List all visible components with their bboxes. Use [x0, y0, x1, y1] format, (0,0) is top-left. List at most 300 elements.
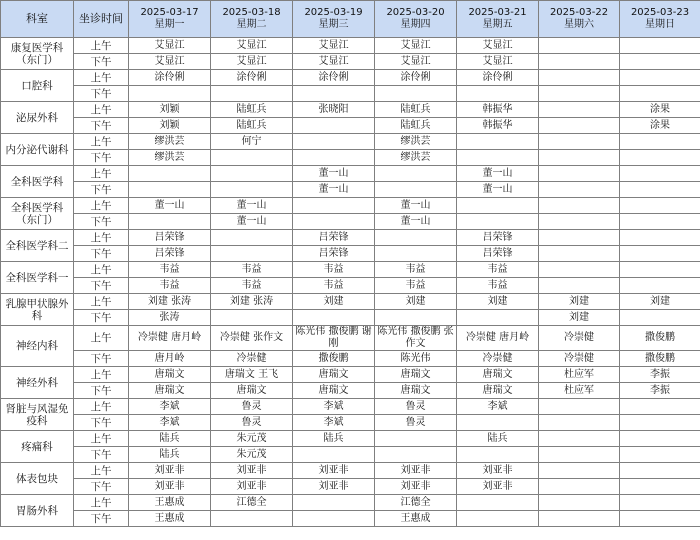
doctor-cell [211, 230, 293, 246]
doctor-cell: 唐瑞文 [375, 383, 457, 399]
doctor-cell [293, 134, 375, 150]
table-row [1, 479, 700, 495]
doctor-cell: 韦益 [293, 262, 375, 278]
doctor-cell [211, 246, 293, 262]
table-row [1, 102, 700, 118]
doctor-cell: 撒俊鹏 [620, 326, 700, 351]
doctor-cell: 刘建 张涛 [129, 294, 211, 310]
doctor-cell: 刘颖 [129, 118, 211, 134]
session-label: 下午 [74, 415, 129, 431]
doctor-cell: 吕荣锋 [457, 230, 539, 246]
session-label: 上午 [74, 134, 129, 150]
table-row [1, 399, 700, 415]
session-label: 下午 [74, 182, 129, 198]
doctor-cell: 刘建 [293, 294, 375, 310]
session-label: 上午 [74, 495, 129, 511]
doctor-cell: 唐月岭 [129, 351, 211, 367]
day-header [129, 1, 211, 38]
session-label: 下午 [74, 383, 129, 399]
doctor-cell [375, 166, 457, 182]
doctor-cell [539, 278, 620, 294]
doctor-cell: 艾显江 [293, 54, 375, 70]
header-row [1, 1, 700, 38]
table-row [1, 182, 700, 198]
session-label: 下午 [74, 479, 129, 495]
table-row [1, 166, 700, 182]
doctor-cell [293, 447, 375, 463]
doctor-cell [620, 150, 700, 166]
day-weekday: 星期二 [236, 19, 267, 30]
table-row [1, 463, 700, 479]
doctor-cell: 刘建 [375, 294, 457, 310]
doctor-cell [620, 246, 700, 262]
doctor-cell: 韩振华 [457, 102, 539, 118]
doctor-cell [539, 102, 620, 118]
doctor-cell: 韦益 [457, 262, 539, 278]
doctor-cell [539, 182, 620, 198]
doctor-cell: 唐瑞文 [457, 383, 539, 399]
doctor-cell: 刘颖 [129, 102, 211, 118]
doctor-cell [457, 86, 539, 102]
doctor-cell: 张晓阳 [293, 102, 375, 118]
doctor-cell: 董一山 [457, 166, 539, 182]
doctor-cell: 刘亚非 [375, 479, 457, 495]
doctor-cell: 唐瑞文 [293, 367, 375, 383]
table-row [1, 86, 700, 102]
table-row [1, 415, 700, 431]
doctor-cell: 冷崇健 [211, 351, 293, 367]
doctor-cell [620, 166, 700, 182]
doctor-cell: 刘建 张涛 [211, 294, 293, 310]
doctor-cell: 涂伶俐 [129, 70, 211, 86]
table-row [1, 70, 700, 86]
doctor-cell: 李振 [620, 383, 700, 399]
doctor-cell: 陈光伟 撒俊鹏 谢刚 [293, 326, 375, 351]
doctor-cell: 韦益 [457, 278, 539, 294]
doctor-cell [539, 134, 620, 150]
doctor-cell: 艾显江 [129, 54, 211, 70]
doctor-cell: 冷崇健 [539, 351, 620, 367]
doctor-cell [457, 134, 539, 150]
doctor-cell: 艾显江 [129, 38, 211, 54]
session-label: 上午 [74, 230, 129, 246]
doctor-cell [539, 463, 620, 479]
doctor-cell [457, 150, 539, 166]
doctor-cell [457, 447, 539, 463]
doctor-cell: 陆兵 [293, 431, 375, 447]
day-date: 2025-03-18 [222, 7, 281, 18]
doctor-cell: 撒俊鹏 [293, 351, 375, 367]
doctor-cell: 鲁灵 [211, 399, 293, 415]
doctor-cell: 董一山 [375, 214, 457, 230]
day-header [457, 1, 539, 38]
doctor-cell [539, 70, 620, 86]
session-label: 上午 [74, 294, 129, 310]
doctor-cell: 陈光伟 撒俊鹏 张作文 [375, 326, 457, 351]
doctor-cell: 吕荣锋 [293, 230, 375, 246]
doctor-cell: 朱元茂 [211, 447, 293, 463]
table-row [1, 54, 700, 70]
doctor-cell: 唐瑞文 王飞 [211, 367, 293, 383]
doctor-cell [457, 214, 539, 230]
doctor-cell [620, 495, 700, 511]
doctor-cell [129, 214, 211, 230]
doctor-cell [539, 246, 620, 262]
doctor-cell: 唐瑞文 [375, 367, 457, 383]
doctor-cell [375, 230, 457, 246]
doctor-cell: 董一山 [293, 182, 375, 198]
table-row [1, 383, 700, 399]
doctor-cell: 李斌 [129, 415, 211, 431]
doctor-cell: 涂果 [620, 118, 700, 134]
doctor-cell: 江德全 [375, 495, 457, 511]
doctor-cell [293, 511, 375, 527]
doctor-cell [457, 415, 539, 431]
department-name: 胃肠外科 [1, 495, 74, 527]
doctor-cell [539, 415, 620, 431]
doctor-cell: 艾显江 [293, 38, 375, 54]
doctor-cell: 刘亚非 [211, 479, 293, 495]
doctor-cell: 李斌 [293, 415, 375, 431]
doctor-cell [293, 214, 375, 230]
department-name: 全科医学科 [1, 166, 74, 198]
doctor-cell [539, 479, 620, 495]
doctor-cell: 李斌 [129, 399, 211, 415]
doctor-cell [620, 38, 700, 54]
schedule-body [1, 38, 700, 527]
session-label: 上午 [74, 463, 129, 479]
time-column-header: 坐诊时间 [74, 1, 129, 38]
doctor-cell [620, 134, 700, 150]
table-row [1, 262, 700, 278]
table-row [1, 198, 700, 214]
doctor-cell [539, 431, 620, 447]
doctor-cell: 唐瑞文 [293, 383, 375, 399]
doctor-cell: 涂伶俐 [375, 70, 457, 86]
day-date: 2025-03-21 [468, 7, 527, 18]
day-header [293, 1, 375, 38]
doctor-cell: 艾显江 [375, 54, 457, 70]
doctor-cell [539, 166, 620, 182]
table-row [1, 367, 700, 383]
doctor-cell: 刘建 [539, 310, 620, 326]
table-row [1, 495, 700, 511]
day-header [375, 1, 457, 38]
doctor-cell [620, 70, 700, 86]
session-label: 上午 [74, 262, 129, 278]
doctor-cell [375, 431, 457, 447]
doctor-cell: 唐瑞文 [457, 367, 539, 383]
table-row [1, 511, 700, 527]
table-row [1, 326, 700, 351]
doctor-cell: 韦益 [211, 262, 293, 278]
doctor-cell: 缪洪芸 [129, 150, 211, 166]
doctor-cell [293, 150, 375, 166]
doctor-cell: 陆虹兵 [211, 102, 293, 118]
doctor-cell: 韦益 [129, 278, 211, 294]
doctor-cell: 刘亚非 [457, 463, 539, 479]
doctor-cell [375, 310, 457, 326]
doctor-cell [620, 511, 700, 527]
table-row [1, 294, 700, 310]
doctor-cell: 唐瑞文 [129, 383, 211, 399]
doctor-cell: 缪洪芸 [129, 134, 211, 150]
doctor-cell [211, 150, 293, 166]
department-name: 体表包块 [1, 463, 74, 495]
doctor-cell: 董一山 [293, 166, 375, 182]
table-row [1, 431, 700, 447]
doctor-cell: 韦益 [375, 278, 457, 294]
day-weekday: 星期六 [564, 19, 594, 30]
doctor-cell [620, 278, 700, 294]
doctor-cell: 冷崇健 唐月岭 [457, 326, 539, 351]
doctor-cell: 鲁灵 [211, 415, 293, 431]
doctor-cell [375, 447, 457, 463]
doctor-cell: 董一山 [211, 214, 293, 230]
session-label: 下午 [74, 214, 129, 230]
doctor-cell: 冷崇健 唐月岭 [129, 326, 211, 351]
doctor-cell: 刘亚非 [457, 479, 539, 495]
doctor-cell [539, 118, 620, 134]
doctor-cell [620, 447, 700, 463]
doctor-cell: 涂伶俐 [457, 70, 539, 86]
session-label: 上午 [74, 166, 129, 182]
department-name: 神经内科 [1, 326, 74, 367]
doctor-cell: 王惠成 [129, 495, 211, 511]
doctor-cell [293, 310, 375, 326]
department-name: 疼痛科 [1, 431, 74, 463]
table-row [1, 150, 700, 166]
doctor-cell: 撒俊鹏 [620, 351, 700, 367]
table-row [1, 118, 700, 134]
doctor-cell: 董一山 [457, 182, 539, 198]
doctor-cell: 陆兵 [457, 431, 539, 447]
session-label: 下午 [74, 86, 129, 102]
day-weekday: 星期五 [482, 19, 513, 30]
session-label: 上午 [74, 102, 129, 118]
doctor-cell: 刘亚非 [375, 463, 457, 479]
department-name: 康复医学科（东门） [1, 38, 74, 70]
doctor-cell [539, 198, 620, 214]
day-date: 2025-03-17 [140, 7, 199, 18]
session-label: 上午 [74, 70, 129, 86]
doctor-cell: 韦益 [293, 278, 375, 294]
doctor-cell: 陆兵 [129, 431, 211, 447]
doctor-cell: 杜应军 [539, 383, 620, 399]
doctor-cell [457, 310, 539, 326]
doctor-cell [620, 86, 700, 102]
doctor-cell: 唐瑞文 [129, 367, 211, 383]
doctor-cell [620, 54, 700, 70]
doctor-cell [620, 230, 700, 246]
session-label: 下午 [74, 310, 129, 326]
doctor-cell: 艾显江 [211, 38, 293, 54]
doctor-cell [620, 399, 700, 415]
doctor-cell [375, 182, 457, 198]
doctor-cell: 韩振华 [457, 118, 539, 134]
doctor-cell: 江德全 [211, 495, 293, 511]
department-name: 肾脏与风湿免疫科 [1, 399, 74, 431]
doctor-cell: 王惠成 [375, 511, 457, 527]
doctor-cell: 刘建 [620, 294, 700, 310]
doctor-cell [211, 86, 293, 102]
doctor-cell [539, 495, 620, 511]
doctor-cell [620, 431, 700, 447]
doctor-cell [539, 399, 620, 415]
day-header [620, 1, 700, 38]
session-label: 下午 [74, 511, 129, 527]
doctor-cell [129, 182, 211, 198]
doctor-cell [129, 86, 211, 102]
doctor-cell [539, 54, 620, 70]
doctor-cell: 缪洪芸 [375, 150, 457, 166]
doctor-cell: 吕荣锋 [129, 230, 211, 246]
day-header [211, 1, 293, 38]
day-weekday: 星期一 [154, 19, 185, 30]
doctor-cell [620, 214, 700, 230]
table-row [1, 310, 700, 326]
table-row [1, 278, 700, 294]
department-name: 全科医学科（东门） [1, 198, 74, 230]
day-header [539, 1, 620, 38]
session-label: 下午 [74, 278, 129, 294]
dept-column-header: 科室 [1, 1, 74, 38]
session-label: 下午 [74, 246, 129, 262]
doctor-cell: 何宁 [211, 134, 293, 150]
day-weekday: 星期四 [400, 19, 431, 30]
doctor-cell: 艾显江 [457, 54, 539, 70]
doctor-cell [620, 415, 700, 431]
doctor-cell: 董一山 [375, 198, 457, 214]
doctor-cell: 艾显江 [211, 54, 293, 70]
doctor-cell [211, 511, 293, 527]
doctor-cell: 韦益 [211, 278, 293, 294]
doctor-cell: 刘亚非 [293, 479, 375, 495]
doctor-cell: 陆虹兵 [375, 118, 457, 134]
day-date: 2025-03-19 [304, 7, 363, 18]
table-row [1, 230, 700, 246]
department-name: 全科医学科一 [1, 262, 74, 294]
doctor-cell: 陈光伟 [375, 351, 457, 367]
table-row [1, 351, 700, 367]
doctor-cell [539, 214, 620, 230]
session-label: 下午 [74, 150, 129, 166]
doctor-cell [375, 86, 457, 102]
doctor-cell: 李斌 [457, 399, 539, 415]
doctor-cell: 李振 [620, 367, 700, 383]
doctor-cell: 冷崇健 [457, 351, 539, 367]
table-row [1, 134, 700, 150]
doctor-cell: 董一山 [129, 198, 211, 214]
session-label: 下午 [74, 54, 129, 70]
doctor-cell [539, 230, 620, 246]
doctor-cell [620, 310, 700, 326]
doctor-cell: 艾显江 [375, 38, 457, 54]
doctor-cell [620, 463, 700, 479]
department-name: 全科医学科二 [1, 230, 74, 262]
doctor-cell [211, 166, 293, 182]
day-date: 2025-03-22 [549, 7, 609, 18]
doctor-cell: 陆虹兵 [375, 102, 457, 118]
doctor-cell: 缪洪芸 [375, 134, 457, 150]
doctor-cell [457, 495, 539, 511]
department-name: 泌尿外科 [1, 102, 74, 134]
doctor-cell: 刘亚非 [293, 463, 375, 479]
doctor-cell: 冷崇健 张作文 [211, 326, 293, 351]
session-label: 上午 [74, 198, 129, 214]
doctor-cell [375, 246, 457, 262]
doctor-cell [539, 38, 620, 54]
doctor-cell [211, 310, 293, 326]
doctor-cell: 韦益 [129, 262, 211, 278]
session-label: 下午 [74, 351, 129, 367]
doctor-cell [457, 198, 539, 214]
doctor-cell [293, 495, 375, 511]
doctor-cell: 涂果 [620, 102, 700, 118]
doctor-cell: 刘亚非 [129, 479, 211, 495]
table-row [1, 38, 700, 54]
doctor-cell [129, 166, 211, 182]
doctor-cell [293, 118, 375, 134]
day-weekday: 星期三 [318, 19, 349, 30]
day-weekday: 星期日 [645, 19, 675, 30]
doctor-cell: 董一山 [211, 198, 293, 214]
doctor-cell [539, 150, 620, 166]
doctor-cell [620, 182, 700, 198]
session-label: 下午 [74, 118, 129, 134]
table-row [1, 246, 700, 262]
doctor-cell: 鲁灵 [375, 399, 457, 415]
session-label: 下午 [74, 447, 129, 463]
doctor-cell: 鲁灵 [375, 415, 457, 431]
department-name: 乳腺甲状腺外科 [1, 294, 74, 326]
doctor-cell: 陆兵 [129, 447, 211, 463]
doctor-cell: 涂伶俐 [211, 70, 293, 86]
doctor-cell [620, 198, 700, 214]
doctor-cell: 冷崇健 [539, 326, 620, 351]
table-row [1, 214, 700, 230]
doctor-cell: 吕荣锋 [129, 246, 211, 262]
session-label: 上午 [74, 38, 129, 54]
doctor-cell [620, 262, 700, 278]
doctor-cell: 艾显江 [457, 38, 539, 54]
doctor-cell: 吕荣锋 [457, 246, 539, 262]
day-date: 2025-03-23 [630, 7, 690, 18]
doctor-cell: 杜应军 [539, 367, 620, 383]
doctor-cell: 刘亚非 [129, 463, 211, 479]
doctor-cell: 涂伶俐 [293, 70, 375, 86]
session-label: 上午 [74, 367, 129, 383]
doctor-cell [293, 198, 375, 214]
doctor-cell: 刘建 [457, 294, 539, 310]
doctor-cell: 刘亚非 [211, 463, 293, 479]
doctor-cell [620, 479, 700, 495]
doctor-cell [211, 182, 293, 198]
doctor-cell: 韦益 [375, 262, 457, 278]
doctor-cell [457, 511, 539, 527]
session-label: 上午 [74, 326, 129, 351]
doctor-cell [539, 86, 620, 102]
doctor-cell: 唐瑞文 [211, 383, 293, 399]
doctor-cell: 刘建 [539, 294, 620, 310]
doctor-cell: 朱元茂 [211, 431, 293, 447]
session-label: 上午 [74, 399, 129, 415]
session-label: 上午 [74, 431, 129, 447]
doctor-cell: 李斌 [293, 399, 375, 415]
doctor-cell: 陆虹兵 [211, 118, 293, 134]
doctor-cell: 吕荣锋 [293, 246, 375, 262]
doctor-cell: 王惠成 [129, 511, 211, 527]
